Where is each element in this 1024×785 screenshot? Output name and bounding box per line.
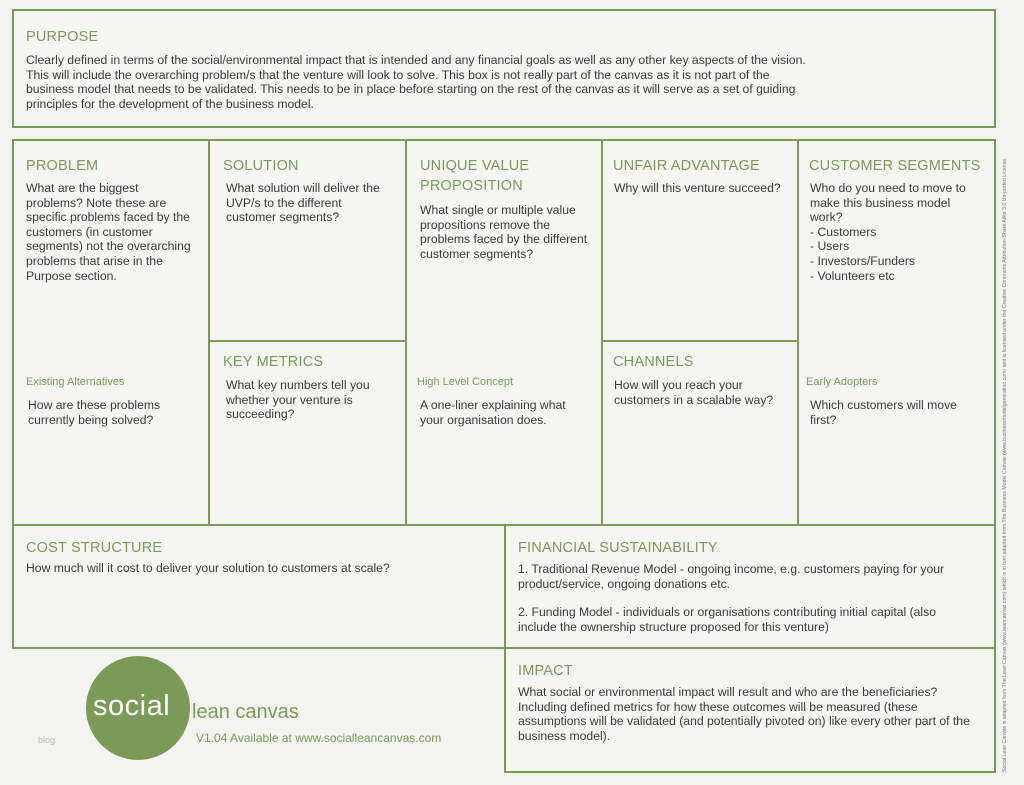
channels-cell — [613, 352, 795, 407]
divider — [208, 140, 210, 525]
purpose-box — [12, 9, 996, 128]
unfair-advantage-cell — [613, 156, 795, 196]
impact-box — [504, 647, 996, 773]
impact-title: IMPACT — [518, 663, 573, 679]
existing-alternatives-title: Existing Alternatives — [26, 376, 125, 388]
version-text: V1.04 Available at www.socialleancanvas.com — [196, 731, 442, 745]
cost-structure-box — [12, 524, 506, 649]
high-level-concept-text: A one-liner explaining what your organisation does. — [420, 398, 566, 427]
early-adopters-title: Early Adopters — [806, 376, 878, 388]
cost-structure-text: How much will it cost to deliver your solution to customers at scale? — [26, 561, 390, 575]
financial-text-2: 2. Funding Model - individuals or organisations contributing initial capital (also include the ownership structure proposed for this venture) — [518, 605, 936, 634]
key-metrics-cell — [223, 352, 403, 422]
key-metrics-text: What key numbers tell you whether your venture is succeeding? — [226, 378, 370, 422]
financial-text-1: 1. Traditional Revenue Model - ongoing income, e.g. customers paying for your product/service, ongoing donations etc. — [518, 562, 945, 591]
blog-label: blog — [38, 735, 56, 745]
channels-title: CHANNELS — [613, 354, 694, 370]
unfair-advantage-text: Why will this venture succeed? — [614, 181, 781, 195]
channels-text: How will you reach your customers in a scalable way? — [614, 378, 774, 407]
early-adopters-text: Which customers will move first? — [810, 398, 957, 427]
license-note: Social Lean Canvas is adapted from The Lean Canvas (www.leancanvas.com) which is in turn adapted from The Business Model Canvas (www.businessmodelgeneration.com) and is licensed under the Creative Commons Attribution-Share Alike 3.0 Un-ported License. — [1002, 157, 1008, 772]
problem-cell — [26, 156, 204, 283]
customer-segments-title: CUSTOMER SEGMENTS — [809, 158, 981, 174]
impact-text: What social or environmental impact will result and who are the beneficiaries? Including defined metrics for how these outcomes will be measured (these assumptions will be validated (and potentially pivoted on) like every other part of the business model). — [518, 685, 970, 743]
purpose-text: Clearly defined in terms of the social/environmental impact that is intended and any financial goals as well as any other key aspects of the vision. This will include the overarching problem/s that the venture will look to solve. This box is not really part of the canvas as it is not part of the business model that needs to be validated. This needs to be in place before starting on the rest of the canvas as it will serve as a set of guiding principles for the development of the business model. — [26, 53, 806, 111]
customer-segments-text: Who do you need to move to make this business model work? - Customers - Users - Investors/Funders - Volunteers etc — [810, 181, 966, 283]
financial-sustainability-box — [504, 524, 996, 649]
high-level-concept-title: High Level Concept — [417, 376, 514, 388]
solution-title: SOLUTION — [223, 158, 299, 174]
problem-title: PROBLEM — [26, 158, 99, 174]
uvp-text: What single or multiple value propositions remove the problems faced by the different customer segments? — [420, 203, 588, 261]
customer-segments-cell — [809, 156, 993, 283]
divider — [405, 140, 407, 525]
uvp-cell — [420, 156, 598, 261]
logo-social-text: social — [93, 690, 171, 722]
problem-text: What are the biggest problems? Note these are specific problems faced by the customers (in customer segments) not the overarching problems that arise in the Purpose section. — [26, 181, 191, 283]
cost-structure-title: COST STRUCTURE — [26, 540, 163, 556]
key-metrics-title: KEY METRICS — [223, 354, 324, 370]
financial-sustainability-title: FINANCIAL SUSTAINABILITY — [518, 540, 718, 556]
logo-lean-canvas-text: lean canvas — [192, 701, 299, 723]
uvp-title: UNIQUE VALUE PROPOSITION — [420, 158, 530, 194]
existing-alternatives-text: How are these problems currently being solved? — [28, 398, 161, 427]
divider — [797, 140, 799, 525]
solution-text: What solution will deliver the UVP/s to the different customer segments? — [226, 181, 380, 225]
purpose-title: PURPOSE — [26, 29, 99, 45]
unfair-advantage-title: UNFAIR ADVANTAGE — [613, 158, 760, 174]
solution-cell — [223, 156, 403, 225]
divider — [209, 340, 406, 342]
divider — [601, 140, 603, 525]
divider — [602, 340, 799, 342]
